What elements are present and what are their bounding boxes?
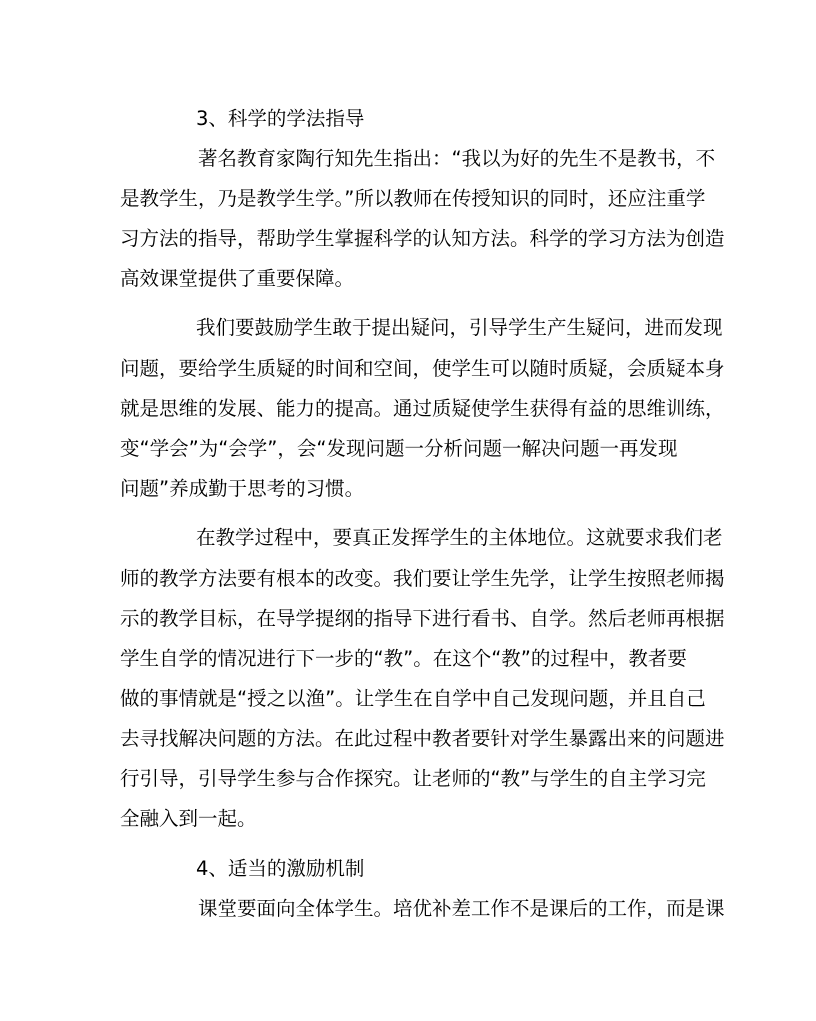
paragraph-line: 问题，要给学生质疑的时间和空间，使学生可以随时质疑，会质疑本身 xyxy=(120,357,725,380)
paragraph-line: 师的教学方法要有根本的改变。我们要让学生先学，让学生按照老师揭 xyxy=(120,567,725,590)
paragraph-line: 高效课堂提供了重要保障。 xyxy=(120,267,355,290)
paragraph-line: 做的事情就是“授之以渔”。让学生在自学中自己发现问题，并且自己 xyxy=(120,687,706,710)
paragraph-line: 全融入到一起。 xyxy=(120,807,257,830)
paragraph-line: 课堂要面向全体学生。培优补差工作不是课后的工作，而是课 xyxy=(198,897,725,920)
paragraph-line: 是教学生，乃是教学生学。”所以教师在传授知识的同时，还应注重学 xyxy=(120,187,706,210)
paragraph-line: 就是思维的发展、能力的提高。通过质疑使学生获得有益的思维训练， xyxy=(120,397,725,420)
paragraph-line: 示的教学目标，在导学提纲的指导下进行看书、自学。然后老师再根据 xyxy=(120,607,725,630)
paragraph-line: 行引导，引导学生参与合作探究。让老师的“教”与学生的自主学习完 xyxy=(120,767,706,790)
paragraph-line: 去寻找解决问题的方法。在此过程中教者要针对学生暴露出来的问题进 xyxy=(120,727,725,750)
paragraph-line: 我们要鼓励学生敢于提出疑问，引导学生产生疑问，进而发现 xyxy=(196,316,723,339)
paragraph-line: 著名教育家陶行知先生指出：“我以为好的先生不是教书，不 xyxy=(198,147,716,170)
section-3-heading: 3、科学的学法指导 xyxy=(196,107,365,130)
section-4-heading: 4、适当的激励机制 xyxy=(196,857,365,880)
paragraph-line: 习方法的指导，帮助学生掌握科学的认知方法。科学的学习方法为创造 xyxy=(120,227,725,250)
paragraph-line: 学生自学的情况进行下一步的“教”。在这个“教”的过程中，教者要 xyxy=(120,647,687,670)
paragraph-line: 在教学过程中，要真正发挥学生的主体地位。这就要求我们老 xyxy=(196,526,723,549)
paragraph-line: 变“学会”为“会学”，会“发现问题一分析问题一解决问题一再发现 xyxy=(120,437,678,460)
paragraph-line: 问题”养成勤于思考的习惯。 xyxy=(120,477,365,500)
